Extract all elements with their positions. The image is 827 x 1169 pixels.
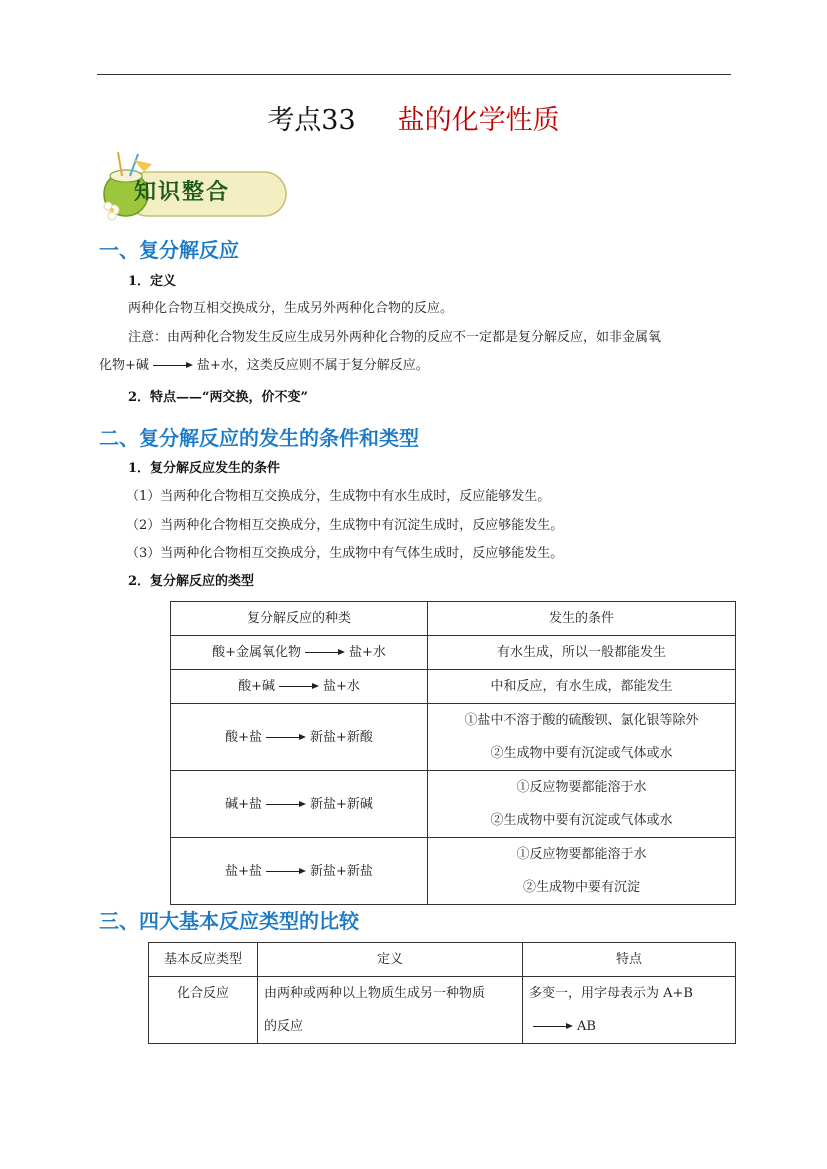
definition-line: 由两种或两种以上物质生成另一种物质 xyxy=(264,986,486,1001)
note-reactant: 化物+碱 xyxy=(99,358,149,373)
double-decomposition-table xyxy=(170,601,736,905)
table-row xyxy=(171,636,736,670)
table-row xyxy=(171,771,736,838)
reaction-arrow-icon xyxy=(153,362,193,370)
products: 盐+水 xyxy=(323,679,360,694)
type-cell: 化合反应 xyxy=(149,977,258,1044)
table-row xyxy=(171,838,736,905)
reaction-arrow-icon xyxy=(266,800,306,808)
definition-cell xyxy=(258,977,523,1044)
condition-cell xyxy=(428,838,736,905)
section1-note-line1: 注意：由两种化合物发生反应生成另外两种化合物的反应不一定都是复分解反应，如非金属氧 xyxy=(128,330,662,345)
products: 新盐+新酸 xyxy=(310,729,373,745)
section1-item2-title: 2．特点——“两交换，价不变” xyxy=(128,390,309,405)
condition-line: ②生成物中要有沉淀或气体或水 xyxy=(490,746,673,761)
products: 新盐+新盐 xyxy=(310,863,373,879)
header-cell-condition: 发生的条件 xyxy=(428,602,736,636)
feature-line: 多变一，用字母表示为 A+B xyxy=(529,986,693,1001)
header-cell-definition: 定义 xyxy=(258,943,523,977)
reactants: 碱+盐 xyxy=(225,796,262,812)
badge-label: 知识整合 xyxy=(134,179,231,205)
header-cell-type: 复分解反应的种类 xyxy=(171,602,428,636)
condition-cell xyxy=(428,771,736,838)
reaction-cell xyxy=(171,838,428,905)
reaction-cell xyxy=(171,636,428,670)
condition-line: ①反应物要都能溶于水 xyxy=(516,780,647,795)
products: 盐+水 xyxy=(349,645,386,660)
feature-cell xyxy=(523,977,736,1044)
section3-heading: 三、四大基本反应类型的比较 xyxy=(99,909,359,933)
header-cell-feature: 特点 xyxy=(523,943,736,977)
table-header-row xyxy=(171,602,736,636)
reaction-arrow-icon xyxy=(279,683,319,691)
products: 新盐+新碱 xyxy=(310,796,373,812)
condition-3: （3）当两种化合物相互交换成分，生成物中有气体生成时，反应够能发生。 xyxy=(126,546,564,561)
reactants: 酸+盐 xyxy=(225,729,262,745)
table-row xyxy=(171,704,736,771)
condition-cell: 中和反应，有水生成，都能发生 xyxy=(428,670,736,704)
topic-number: 考点33 xyxy=(267,105,356,136)
reaction-arrow-icon xyxy=(305,649,345,657)
note-product: 盐+水，这类反应则不属于复分解反应。 xyxy=(196,358,429,373)
condition-cell: 有水生成，所以一般都能发生 xyxy=(428,636,736,670)
reaction-cell xyxy=(171,670,428,704)
table-row xyxy=(149,977,736,1044)
section1-item1-text: 两种化合物互相交换成分，生成另外两种化合物的反应。 xyxy=(128,301,454,316)
condition-cell xyxy=(428,704,736,771)
reactants: 酸+碱 xyxy=(238,679,275,694)
section2-heading: 二、复分解反应的发生的条件和类型 xyxy=(99,426,419,450)
reactants: 盐+盐 xyxy=(225,863,262,879)
reaction-arrow-icon xyxy=(266,867,306,875)
condition-1: （1）当两种化合物相互交换成分，生成物中有水生成时，反应能够发生。 xyxy=(126,489,551,504)
table-row xyxy=(171,670,736,704)
section1-heading: 一、复分解反应 xyxy=(99,238,239,262)
header-cell-type: 基本反应类型 xyxy=(149,943,258,977)
reaction-arrow-icon xyxy=(533,1023,573,1031)
feature-product: AB xyxy=(577,1019,596,1034)
definition-line: 的反应 xyxy=(264,1019,304,1034)
reaction-types-table xyxy=(148,942,736,1044)
section1-item1-title: 1．定义 xyxy=(128,274,177,289)
condition-line: ①盐中不溶于酸的硫酸钡、氯化银等除外 xyxy=(464,713,699,728)
header-rule xyxy=(97,74,731,75)
condition-line: ②生成物中要有沉淀 xyxy=(522,880,640,895)
section2-item2-title: 2．复分解反应的类型 xyxy=(128,574,255,589)
reaction-cell xyxy=(171,771,428,838)
table-header-row xyxy=(149,943,736,977)
condition-line: ①反应物要都能溶于水 xyxy=(516,847,647,862)
feature-line xyxy=(529,1010,729,1043)
reaction-arrow-icon xyxy=(266,733,306,741)
reaction-cell xyxy=(171,704,428,771)
condition-2: （2）当两种化合物相互交换成分，生成物中有沉淀生成时，反应够能发生。 xyxy=(126,518,564,533)
condition-line: ②生成物中要有沉淀或气体或水 xyxy=(490,813,673,828)
section1-note-line2 xyxy=(99,357,429,375)
page-title xyxy=(0,103,827,139)
section2-item1-title: 1．复分解反应发生的条件 xyxy=(128,461,281,476)
topic-name: 盐的化学性质 xyxy=(397,105,560,136)
reactants: 酸+金属氧化物 xyxy=(212,645,301,660)
